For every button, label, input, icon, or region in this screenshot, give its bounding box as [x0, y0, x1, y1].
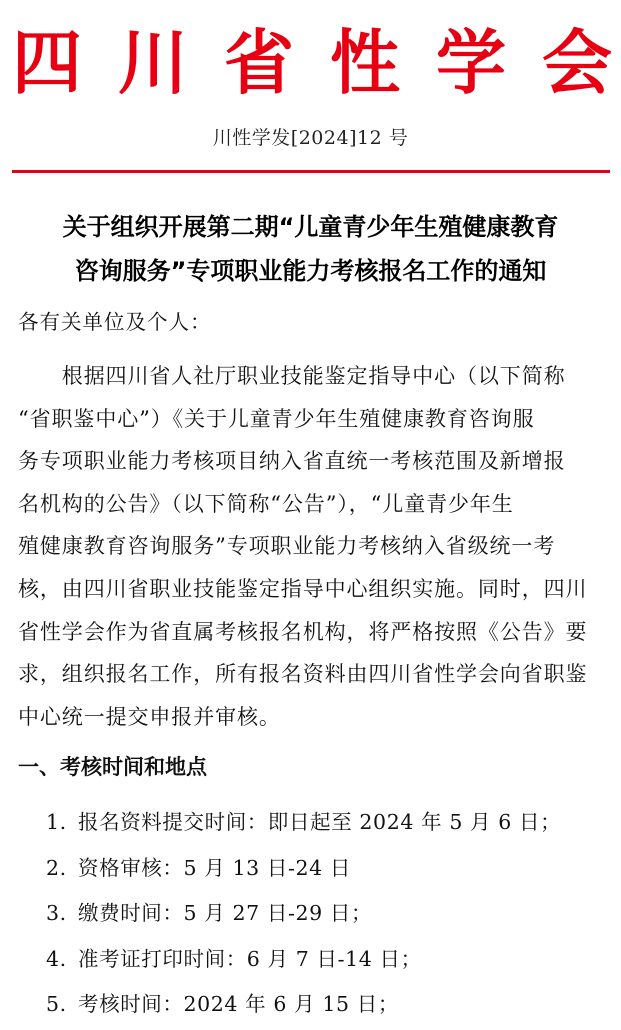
schedule-item — [46, 846, 561, 892]
schedule-item-number: 4. — [46, 946, 67, 971]
red-divider-rule — [12, 170, 610, 173]
notice-title — [0, 205, 621, 293]
masthead-char: 学 — [436, 21, 506, 104]
section-heading-schedule: 一、考核时间和地点 — [18, 755, 207, 779]
schedule-item — [46, 982, 561, 1028]
body-paragraph — [18, 355, 610, 738]
salutation: 各有关单位及个人： — [18, 310, 212, 334]
organization-masthead — [12, 18, 612, 108]
masthead-char: 省 — [224, 21, 294, 104]
body-line: 殖健康教育咨询服务”专项职业能力考核纳入省级统一考 — [18, 534, 556, 559]
schedule-item-text: 资格审核：5 月 13 日-24 日 — [78, 855, 352, 880]
schedule-item-number: 3. — [46, 901, 67, 925]
body-line: 中心统一提交申报并审核。 — [18, 704, 281, 729]
notice-title-line: 关于组织开展第二期“儿童青少年生殖健康教育 — [62, 213, 559, 241]
masthead-char: 会 — [542, 21, 612, 104]
body-line: 核，由四川省职业技能鉴定指导中心组织实施。同时，四川 — [18, 576, 588, 601]
body-line: 名机构的公告》（以下简称“公告”），“儿童青少年生 — [18, 491, 514, 516]
body-line: 求，组织报名工作，所有报名资料由四川省性学会向省职鉴 — [18, 662, 588, 687]
schedule-item-text: 报名资料提交时间：即日起至 2024 年 5 月 6 日； — [78, 810, 562, 834]
masthead-char: 性 — [330, 21, 400, 104]
body-line: “省职鉴中心”）《关于儿童青少年生殖健康教育咨询服 — [18, 406, 535, 431]
schedule-item-text: 考核时间：2024 年 6 月 15 日； — [78, 992, 399, 1016]
schedule-item-number: 2. — [46, 855, 67, 880]
schedule-item-text: 准考证打印时间：6 月 7 日-14 日； — [78, 946, 422, 971]
document-number: 川性学发[2024]12 号 — [212, 127, 409, 149]
schedule-item-number: 1. — [46, 810, 67, 834]
notice-title-line: 咨询服务”专项职业能力考核报名工作的通知 — [74, 257, 547, 285]
schedule-item — [46, 891, 561, 937]
schedule-item-text: 缴费时间：5 月 27 日-29 日； — [78, 901, 373, 925]
masthead-char: 川 — [118, 21, 188, 104]
schedule-item-number: 5. — [46, 992, 67, 1016]
schedule-item — [46, 800, 561, 846]
body-line: 省性学会作为省直属考核报名机构，将严格按照《公告》要 — [18, 619, 588, 644]
schedule-item — [46, 937, 561, 983]
body-line: 根据四川省人社厅职业技能鉴定指导中心（以下简称 — [18, 364, 566, 388]
masthead-char: 四 — [12, 21, 82, 104]
schedule-list — [46, 800, 561, 1028]
body-line: 务专项职业能力考核项目纳入省直统一考核范围及新增报 — [18, 449, 566, 474]
